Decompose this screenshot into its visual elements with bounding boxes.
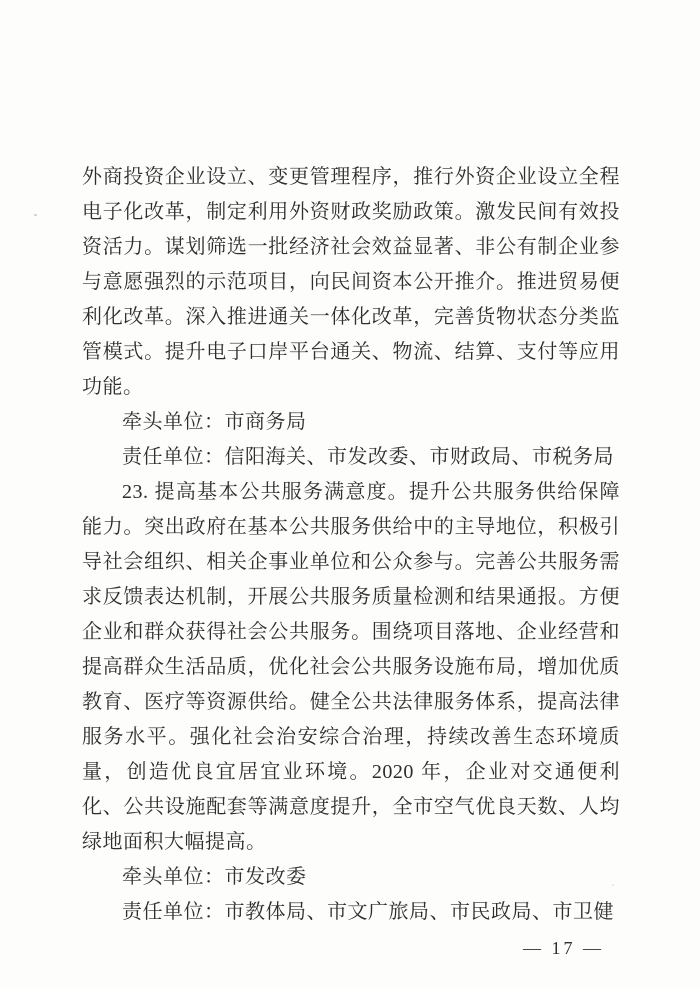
scan-speck: [612, 884, 614, 886]
scan-speck: [34, 214, 37, 216]
page-number: — 17 —: [523, 938, 604, 958]
lead-unit-line-1: 牵头单位：市商务局: [122, 411, 307, 433]
lead-unit-line-2: 牵头单位：市发改委: [122, 866, 307, 888]
paragraph-continuation: 外商投资企业设立、变更管理程序，推行外资企业设立全程电子化改革，制定利用外资财政奖励政策。激发民间有效投资活力。谋划筛选一批经济社会效益显著、非公有制企业参与意愿强烈的示范项目，向民间资本公开推介。推进贸易便利化改革。深入推进通关一体化改革，完善货物状态分类监管模式。提升电子口岸平台通关、物流、结算、支付等应用功能。: [82, 166, 620, 398]
paragraph-item-23: 23. 提高基本公共服务满意度。提升公共服务供给保障能力。突出政府在基本公共服务供给中的主导地位，积极引导社会组织、相关企事业单位和公众参与。完善公共服务需求反馈表达机制，开展公共服务质量检测和结果通报。方便企业和群众获得社会公共服务。围绕项目落地、企业经营和提高群众生活品质，优化社会公共服务设施布局，增加优质教育、医疗等资源供给。健全公共法律服务体系，提高法律服务水平。强化社会治安综合治理，持续改善生态环境质量，创造优良宜居宜业环境。2020 年，企业对交通便利化、公共设施配套等满意度提升，全市空气优良天数、人均绿地面积大幅提高。: [82, 481, 620, 853]
document-body: [82, 160, 620, 930]
responsible-unit-line-2: 责任单位：市教体局、市文广旅局、市民政局、市卫健: [122, 901, 614, 923]
responsible-unit-line-1: 责任单位：信阳海关、市发改委、市财政局、市税务局: [122, 446, 614, 468]
